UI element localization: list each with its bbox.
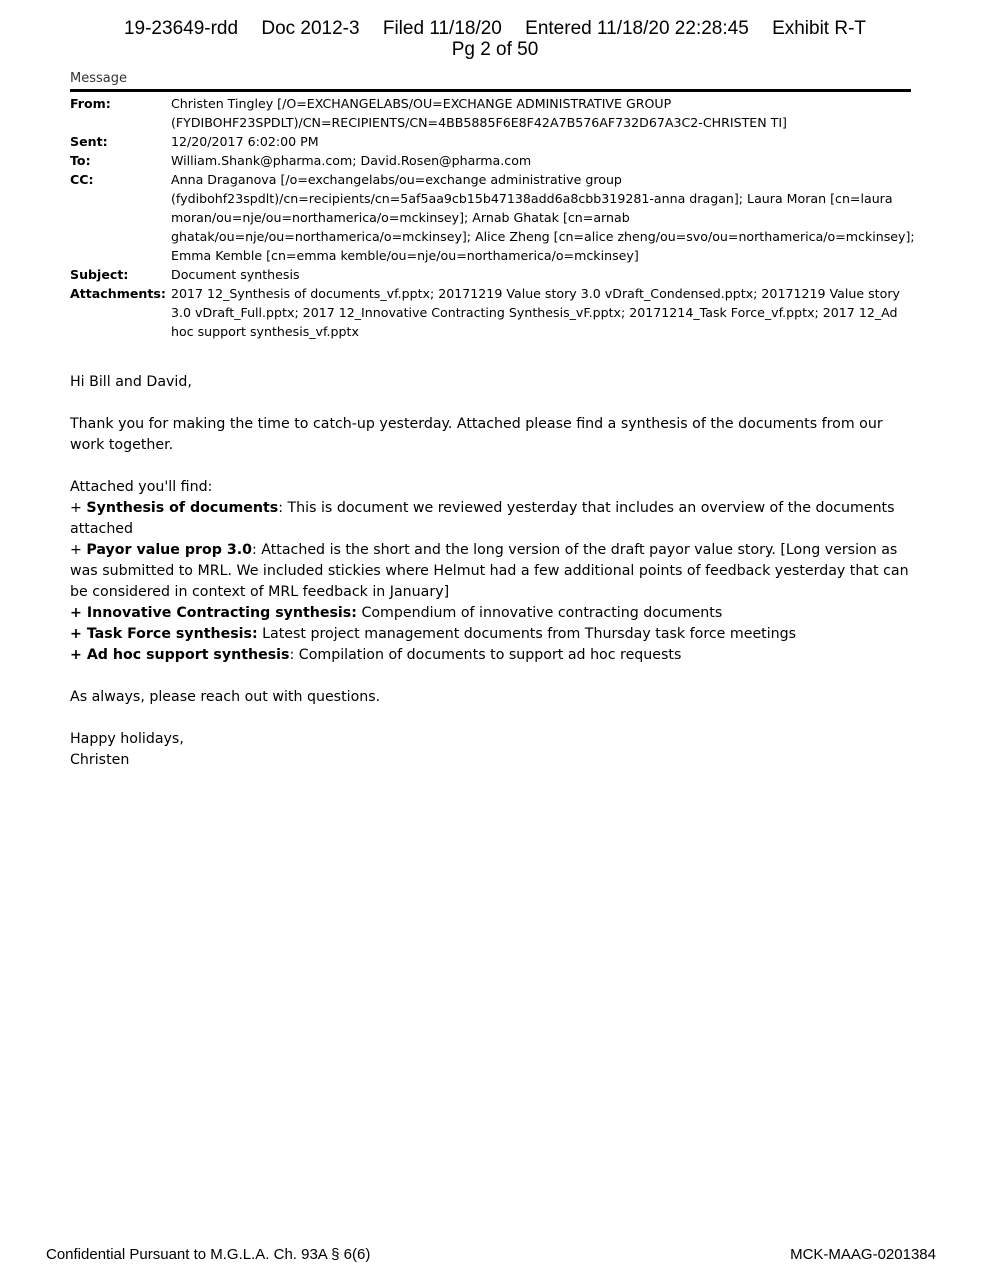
- filing-info-line: [0, 18, 990, 39]
- list-intro: Attached you'll find:: [70, 479, 213, 495]
- subject-value: Document synthesis: [171, 267, 300, 282]
- from-value: Christen Tingley [/O=EXCHANGELABS/OU=EXCHANGE ADMINISTRATIVE GROUP (FYDIBOHF23SPDLT)/CN=RECIPIENTS/CN=4BB5885F6E8F42A7B576AF732D67A3C2-CHRISTEN TI]: [171, 96, 787, 130]
- bates-number: MCK-MAAG-0201384: [790, 1246, 936, 1263]
- signoff: Happy holidays,: [70, 731, 184, 747]
- list-item: [70, 603, 918, 624]
- item-title: Task Force synthesis:: [86, 626, 258, 642]
- item-text: Latest project management documents from Thursday task force meetings: [262, 626, 797, 642]
- subject-row: [70, 265, 915, 284]
- item-title: Payor value prop 3.0: [86, 542, 252, 558]
- spacer: [70, 393, 918, 414]
- case-number: 19-23649-rdd: [123, 18, 239, 39]
- item-prefix: +: [70, 605, 87, 621]
- item-prefix: +: [70, 542, 87, 558]
- cc-row: [70, 170, 915, 265]
- intro-paragraph: Thank you for making the time to catch-up yesterday. Attached please find a synthesis of the documents from our work together.: [70, 416, 883, 453]
- subject-label: Subject:: [70, 267, 129, 282]
- document-number: Doc 2012-3: [261, 18, 360, 39]
- item-text: This is document we reviewed yesterday that includes an overview of the documents attached: [70, 500, 895, 537]
- from-row: [70, 94, 915, 132]
- spacer: [70, 708, 918, 729]
- item-separator: :: [251, 542, 262, 558]
- item-prefix: +: [70, 647, 87, 663]
- item-text: Attached is the short and the long version of the draft payor value story. [Long version as was submitted to MRL. We included stickies where Helmut had a few additional points of feedback yesterday that can be considered in context of MRL feedback in January]: [70, 542, 909, 600]
- item-text: Compilation of documents to support ad hoc requests: [298, 647, 682, 663]
- list-item: [70, 498, 918, 540]
- item-separator: :: [278, 500, 288, 516]
- attachments-value: 2017 12_Synthesis of documents_vf.pptx; 20171219 Value story 3.0 vDraft_Condensed.pptx; 20171219 Value story 3.0 vDraft_Full.pptx; 2017 12_Innovative Contracting Synthesis_vF.pptx; 20171214_Task Force_vf.pptx; 2017 12_Ad hoc support synthesis_vf.pptx: [171, 286, 900, 339]
- exhibit-label: Exhibit R-T: [772, 18, 867, 39]
- signature: Christen: [70, 752, 130, 768]
- sent-label: Sent:: [70, 134, 108, 149]
- to-label: To:: [70, 153, 91, 168]
- court-filing-header: [0, 18, 990, 60]
- cc-value: Anna Draganova [/o=exchangelabs/ou=exchange administrative group (fydibohf23spdlt)/cn=recipients/cn=5af5aa9cb15b47138add6a8cbb319281-anna dragan]; Laura Moran [cn=laura moran/ou=nje/ou=northamerica/o=mckinsey]; Arnab Ghatak [cn=arnab ghatak/ou=nje/ou=northamerica/o=mckinsey]; Alice Zheng [cn=alice zheng/ou=svo/ou=northamerica/o=mckinsey]; Emma Kemble [cn=emma kemble/ou=nje/ou=northamerica/o=mckinsey]: [171, 172, 915, 263]
- item-prefix: +: [70, 626, 87, 642]
- header-divider: [70, 89, 911, 92]
- item-text: Compendium of innovative contracting documents: [361, 605, 723, 621]
- item-title: Innovative Contracting synthesis:: [86, 605, 357, 621]
- entered-date: Entered 11/18/20 22:28:45: [525, 18, 749, 39]
- attachments-label: Attachments:: [70, 286, 166, 301]
- cc-label: CC:: [70, 172, 94, 187]
- confidentiality-notice: Confidential Pursuant to M.G.L.A. Ch. 93A § 6(6): [46, 1246, 371, 1263]
- message-label: Message: [70, 71, 127, 86]
- item-title: Ad hoc support synthesis: [86, 647, 290, 663]
- sent-value: 12/20/2017 6:02:00 PM: [171, 134, 319, 149]
- item-title: Synthesis of documents: [86, 500, 279, 516]
- list-item: [70, 624, 918, 645]
- to-row: [70, 151, 915, 170]
- list-item: [70, 540, 918, 603]
- item-prefix: +: [70, 500, 87, 516]
- greeting: Hi Bill and David,: [70, 374, 192, 390]
- spacer: [70, 666, 918, 687]
- item-separator: :: [289, 647, 299, 663]
- sent-row: [70, 132, 915, 151]
- attachments-row: [70, 284, 915, 341]
- closing-line: As always, please reach out with questions.: [70, 689, 381, 705]
- email-headers: [70, 94, 915, 341]
- filed-date: Filed 11/18/20: [382, 18, 502, 39]
- page-number: Pg 2 of 50: [451, 39, 539, 60]
- spacer: [70, 456, 918, 477]
- list-item: [70, 645, 918, 666]
- to-value: William.Shank@pharma.com; David.Rosen@pharma.com: [171, 153, 532, 168]
- from-label: From:: [70, 96, 111, 111]
- email-body: [70, 372, 918, 771]
